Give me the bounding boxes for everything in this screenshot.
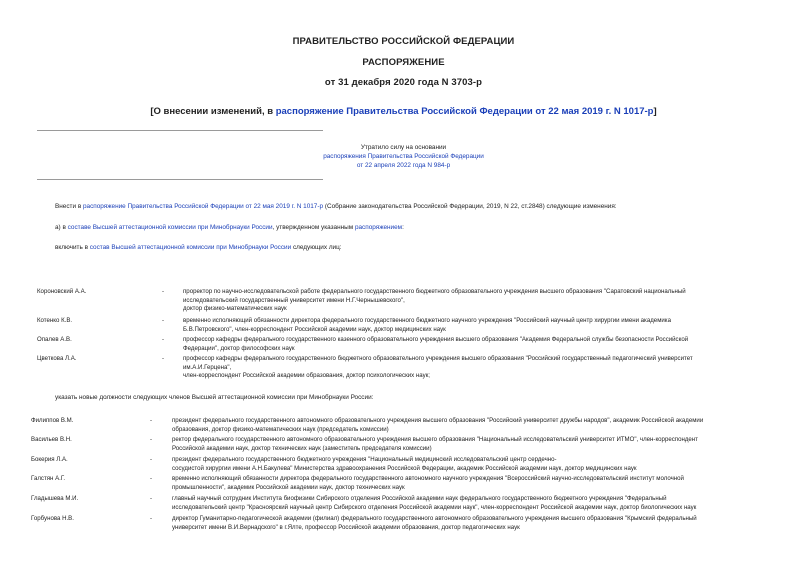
document-date-number: от 31 декабря 2020 года N 3703-р xyxy=(324,77,483,88)
dash-separator: - xyxy=(150,456,153,463)
dash-separator: - xyxy=(162,288,165,295)
dash-separator: - xyxy=(162,355,165,362)
description-line: университет имени В.И.Вернадского" в г.Ялте, профессор Российской академии образования, доктор педагогических наук xyxy=(172,523,520,531)
description-line: президент федерального государственного бюджетного учреждения "Национальный медицинский исследовательский центр сердечно- xyxy=(172,456,557,463)
description-line: исследовательский центр "Красноярский научный центр Сибирского отделения Российской академии наук", член-корреспондент Российской академии наук, доктор биологических наук xyxy=(172,503,697,511)
p3-text: включить в xyxy=(55,244,90,251)
member-description xyxy=(183,317,753,334)
description-line: промышленности", академик Российской академии наук, доктор технических наук xyxy=(172,483,405,491)
title-link[interactable]: распоряжение Правительства Российской Федерации от 22 мая 2019 г. N 1017-р xyxy=(275,106,654,117)
description-line: исследовательский государственный университет имени Н.Г.Чернышевского", xyxy=(183,296,405,304)
member-description xyxy=(183,288,753,314)
p1-link[interactable]: распоряжение Правительства Российской Федерации от 22 мая 2019 г. N 1017-р xyxy=(82,203,324,210)
divider-top xyxy=(37,130,323,131)
p1-text: Внести в xyxy=(55,203,83,210)
member-name: Васильев В.Н. xyxy=(31,436,72,443)
description-line: образования, доктор физико-математических наук (председатель комиссии) xyxy=(172,425,389,433)
member-description xyxy=(172,475,742,492)
status-note-link2[interactable]: от 22 апреля 2022 года N 984-р xyxy=(356,162,451,169)
title-close: ] xyxy=(653,106,657,117)
member-name: Опалев А.В. xyxy=(37,336,72,343)
description-line: президент федерального государственного автономного образовательного учреждения высшего образования "Российский университет дружбы народов", академик Российской академии xyxy=(172,417,704,424)
description-line: директор Гуманитарно-педагогической академии (филиал) федерального государственного автономного образовательного учреждения высшего образования "Крымский федеральный xyxy=(172,515,697,522)
description-line: ректор федерального государственного автономного образовательного учреждения высшего образования "Национальный исследовательский университет ИТМО", член-корреспондент xyxy=(172,436,698,443)
p2-text-mid: , утвержденном указанным xyxy=(272,224,355,231)
description-line: член-корреспондент Российской академии образования, доктор психологических наук; xyxy=(183,372,430,380)
member-description xyxy=(172,436,742,453)
member-description xyxy=(172,456,742,473)
status-note-line1: Утратило силу на основании xyxy=(360,144,447,151)
intro-paragraph-3 xyxy=(55,244,342,251)
dash-separator: - xyxy=(162,336,165,343)
section-two-heading: указать новые должности следующих членов Высшей аттестационной комиссии при Минобрнауки России: xyxy=(55,394,374,401)
description-line: проректор по научно-исследовательской работе федерального государственного бюджетного образовательного учреждения высшего образования "Саратовский национальный xyxy=(183,288,686,295)
p2-text: а) в xyxy=(55,224,68,231)
government-heading: ПРАВИТЕЛЬСТВО РОССИЙСКОЙ ФЕДЕРАЦИИ xyxy=(292,36,515,47)
divider-bottom xyxy=(37,179,323,180)
description-line: профессор кафедры федерального государственного казенного образовательного учреждения высшего образования "Академия Федеральной службы безопасности Российской xyxy=(183,336,689,343)
dash-separator: - xyxy=(150,475,153,482)
description-line: временно исполняющий обязанности директора федерального государственного бюджетного научного учреждения "Российский научный центр хирургии имени академика xyxy=(183,317,671,324)
dash-separator: - xyxy=(150,515,153,522)
intro-paragraph-2 xyxy=(55,224,404,231)
p2-link-order[interactable]: распоряжением xyxy=(354,224,403,231)
member-name: Гладышева М.И. xyxy=(31,495,79,502)
status-note-link1[interactable]: распоряжения Правительства Российской Федерации xyxy=(323,153,484,160)
member-description xyxy=(183,336,753,353)
member-name: Бокерия Л.А. xyxy=(31,456,68,463)
description-line: главный научный сотрудник Института биофизики Сибирского отделения Российской академии наук федерального государственного бюджетного учреждения "Федеральный xyxy=(172,495,667,502)
member-name: Цветкова Л.А. xyxy=(37,355,77,362)
status-note xyxy=(0,143,807,170)
p1-text-after: (Собрание законодательства Российской Федерации, 2019, N 22, ст.2848) следующие изменения: xyxy=(323,203,617,210)
description-line: им.А.И.Герцена", xyxy=(183,363,232,371)
dash-separator: - xyxy=(150,436,153,443)
description-line: Б.В.Петровского", член-корреспондент Российской академии наук, доктор медицинских наук xyxy=(183,325,446,333)
document-title xyxy=(0,106,807,117)
member-description xyxy=(172,495,742,512)
intro-paragraph-1 xyxy=(55,203,617,210)
title-open: [О внесении изменений, в xyxy=(150,106,276,117)
p2-text-after: : xyxy=(402,224,404,231)
dash-separator: - xyxy=(150,495,153,502)
description-line: Федерации", доктор философских наук xyxy=(183,344,295,352)
description-line: профессор кафедры федерального государственного бюджетного образовательного учреждения высшего образования "Российский государственный педагогический университет xyxy=(183,355,693,362)
member-description xyxy=(172,417,742,434)
p3-link[interactable]: состав Высшей аттестационной комиссии при Минобрнауки России xyxy=(89,244,292,251)
p3-text-after: следующих лиц: xyxy=(291,244,342,251)
description-line: доктор физико-математических наук xyxy=(183,305,287,313)
p2-link-commission[interactable]: составе Высшей аттестационной комиссии при Минобрнауки России xyxy=(67,224,273,231)
description-line: Российской академии наук, доктор технических наук (заместитель председателя комиссии) xyxy=(172,444,432,452)
member-name: Галстян А.Г. xyxy=(31,475,66,482)
member-name: Короновский А.А. xyxy=(37,288,87,295)
member-name: Котенко К.В. xyxy=(37,317,73,324)
member-description xyxy=(172,515,742,532)
member-name: Горбунова Н.В. xyxy=(31,515,74,522)
description-line: сосудистой хирургии имени А.Н.Бакулева" Министерства здравоохранения Российской Федерации, академик Российской академии наук, доктор медицинских наук xyxy=(172,464,637,472)
description-line: временно исполняющий обязанности директора федерального государственного автономного научного учреждения "Всероссийский научно-исследовательский институт молочной xyxy=(172,475,684,482)
member-name: Филиппов В.М. xyxy=(31,417,74,424)
dash-separator: - xyxy=(162,317,165,324)
document-type: РАСПОРЯЖЕНИЕ xyxy=(362,57,445,68)
dash-separator: - xyxy=(150,417,153,424)
member-description xyxy=(183,355,753,381)
